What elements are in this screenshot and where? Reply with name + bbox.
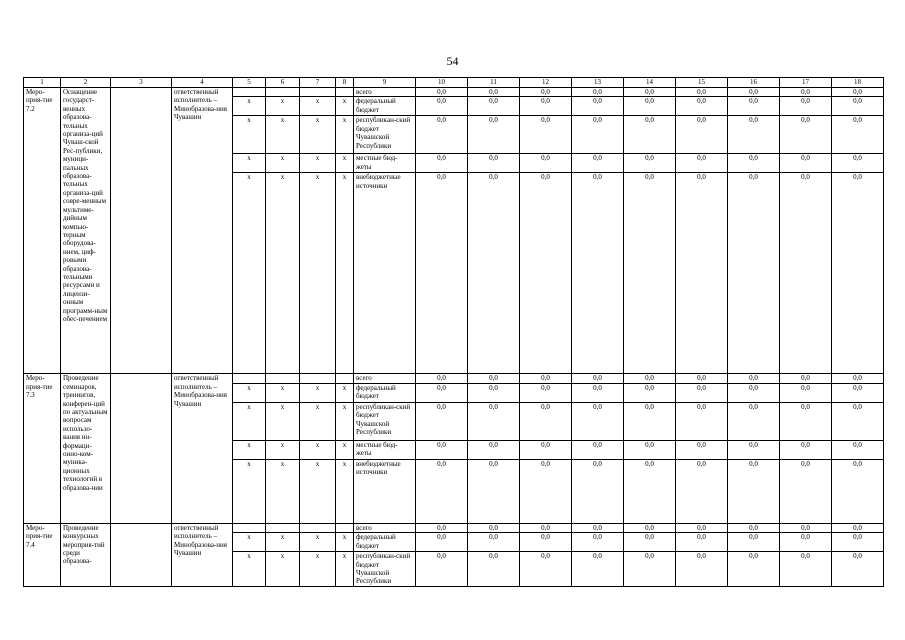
value-cell: 0,0: [520, 173, 572, 374]
funding-source-label: федеральный бюджет: [354, 383, 416, 402]
code-mark: х: [300, 459, 336, 523]
code-mark: [336, 374, 354, 383]
measure-id: Меро-прия-тие 7.4: [24, 523, 61, 586]
value-cell: 0,0: [416, 533, 468, 552]
value-cell: 0,0: [728, 402, 780, 440]
value-cell: 0,0: [676, 116, 728, 154]
value-cell: 0,0: [520, 402, 572, 440]
value-cell: 0,0: [832, 116, 884, 154]
value-cell: 0,0: [676, 402, 728, 440]
value-cell: 0,0: [416, 459, 468, 523]
value-cell: 0,0: [572, 88, 624, 97]
funding-source-label: внебюджетные источники: [354, 173, 416, 374]
value-cell: 0,0: [468, 383, 520, 402]
funding-source-label: местные бюд-жеты: [354, 154, 416, 173]
value-cell: 0,0: [520, 459, 572, 523]
value-cell: 0,0: [624, 383, 676, 402]
value-cell: 0,0: [676, 523, 728, 532]
value-cell: 0,0: [624, 533, 676, 552]
code-mark: х: [300, 97, 336, 116]
value-cell: 0,0: [624, 459, 676, 523]
value-cell: 0,0: [572, 97, 624, 116]
value-cell: 0,0: [468, 97, 520, 116]
code-mark: х: [233, 383, 266, 402]
column-number-header: 10: [416, 78, 468, 88]
value-cell: 0,0: [572, 402, 624, 440]
code-mark: х: [266, 173, 300, 374]
value-cell: 0,0: [624, 402, 676, 440]
value-cell: 0,0: [832, 88, 884, 97]
value-cell: 0,0: [624, 88, 676, 97]
code-mark: х: [266, 383, 300, 402]
code-mark: х: [266, 116, 300, 154]
code-mark: х: [266, 459, 300, 523]
value-cell: 0,0: [468, 173, 520, 374]
value-cell: 0,0: [416, 116, 468, 154]
code-mark: [266, 88, 300, 97]
value-cell: 0,0: [624, 116, 676, 154]
column-number-header: 18: [832, 78, 884, 88]
measure-executor: ответственный исполнитель – Минобразова-ния Чувашии: [172, 374, 233, 523]
funding-source-label: всего: [354, 88, 416, 97]
value-cell: 0,0: [832, 402, 884, 440]
table-row: [24, 88, 884, 97]
value-cell: 0,0: [832, 97, 884, 116]
value-cell: 0,0: [780, 88, 832, 97]
funding-source-label: федеральный бюджет: [354, 533, 416, 552]
funding-source-label: местные бюд-жеты: [354, 440, 416, 459]
code-mark: [233, 88, 266, 97]
column-number-header: 14: [624, 78, 676, 88]
column-number-header: 7: [300, 78, 336, 88]
funding-source-label: республикан-ский бюджет Чувашской Республики: [354, 402, 416, 440]
column-number-header: 4: [172, 78, 233, 88]
column-number-header: 9: [354, 78, 416, 88]
value-cell: 0,0: [624, 440, 676, 459]
code-mark: х: [266, 552, 300, 587]
code-mark: х: [336, 116, 354, 154]
value-cell: 0,0: [728, 552, 780, 587]
value-cell: 0,0: [832, 533, 884, 552]
value-cell: 0,0: [676, 440, 728, 459]
value-cell: 0,0: [572, 154, 624, 173]
measure-description: Оснащение государст-венных образова-тельных организа-ций Чуваш-ской Рес-публики, муници-пальных образова-тельных организа-ций совре-менным мультиме-дийным компью-терным оборудова-нием, циф-ровыми образова-тельными ресурсами и лицензи-онным программ-ным обес-печением: [61, 88, 111, 374]
value-cell: 0,0: [780, 116, 832, 154]
value-cell: 0,0: [780, 533, 832, 552]
code-mark: х: [233, 440, 266, 459]
code-mark: х: [266, 402, 300, 440]
value-cell: 0,0: [780, 97, 832, 116]
value-cell: 0,0: [416, 402, 468, 440]
value-cell: 0,0: [520, 154, 572, 173]
funding-source-label: республикан-ский бюджет Чувашской Республики: [354, 552, 416, 587]
code-mark: [300, 88, 336, 97]
code-mark: [300, 523, 336, 532]
value-cell: 0,0: [468, 154, 520, 173]
table-body: [24, 78, 884, 587]
funding-source-label: всего: [354, 523, 416, 532]
measure-executor: ответственный исполнитель – Минобразова-ния Чувашии: [172, 523, 233, 586]
value-cell: 0,0: [468, 374, 520, 383]
code-mark: х: [233, 173, 266, 374]
code-mark: х: [300, 116, 336, 154]
value-cell: 0,0: [728, 383, 780, 402]
value-cell: 0,0: [728, 459, 780, 523]
value-cell: 0,0: [832, 552, 884, 587]
value-cell: 0,0: [780, 383, 832, 402]
value-cell: 0,0: [832, 459, 884, 523]
code-mark: [336, 523, 354, 532]
value-cell: 0,0: [624, 552, 676, 587]
column-number-header: 11: [468, 78, 520, 88]
value-cell: 0,0: [416, 97, 468, 116]
value-cell: 0,0: [676, 173, 728, 374]
value-cell: 0,0: [676, 97, 728, 116]
code-mark: х: [233, 97, 266, 116]
code-mark: х: [266, 97, 300, 116]
funding-source-label: федеральный бюджет: [354, 97, 416, 116]
value-cell: 0,0: [468, 552, 520, 587]
value-cell: 0,0: [676, 374, 728, 383]
empty-cell: [111, 523, 172, 586]
code-mark: х: [336, 440, 354, 459]
code-mark: х: [300, 552, 336, 587]
code-mark: х: [336, 552, 354, 587]
column-number-header: 1: [24, 78, 61, 88]
value-cell: 0,0: [676, 154, 728, 173]
value-cell: 0,0: [780, 523, 832, 532]
value-cell: 0,0: [676, 533, 728, 552]
column-number-header: 2: [61, 78, 111, 88]
code-mark: х: [300, 402, 336, 440]
value-cell: 0,0: [624, 523, 676, 532]
value-cell: 0,0: [832, 173, 884, 374]
code-mark: х: [233, 116, 266, 154]
measure-description: Проведение семинаров, тренингов, конферен-ций по актуальным вопросам использо-вания ин-формаци-онно-ком-муника-ционных технологий в образова-нии: [61, 374, 111, 523]
value-cell: 0,0: [468, 533, 520, 552]
value-cell: 0,0: [572, 533, 624, 552]
page-number: 54: [446, 54, 459, 68]
value-cell: 0,0: [468, 88, 520, 97]
column-number-header: 5: [233, 78, 266, 88]
code-mark: х: [300, 154, 336, 173]
value-cell: 0,0: [624, 173, 676, 374]
value-cell: 0,0: [520, 533, 572, 552]
budget-table: [23, 77, 884, 587]
value-cell: 0,0: [780, 173, 832, 374]
measure-executor: ответственный исполнитель – Минобразова-ния Чувашии: [172, 88, 233, 374]
column-number-header: 15: [676, 78, 728, 88]
value-cell: 0,0: [832, 154, 884, 173]
value-cell: 0,0: [468, 402, 520, 440]
value-cell: 0,0: [416, 440, 468, 459]
code-mark: х: [336, 459, 354, 523]
code-mark: х: [336, 383, 354, 402]
value-cell: 0,0: [832, 523, 884, 532]
code-mark: х: [300, 383, 336, 402]
value-cell: 0,0: [832, 374, 884, 383]
code-mark: х: [300, 440, 336, 459]
column-number-header: 13: [572, 78, 624, 88]
value-cell: 0,0: [520, 374, 572, 383]
code-mark: [336, 88, 354, 97]
code-mark: х: [266, 533, 300, 552]
code-mark: х: [266, 154, 300, 173]
code-mark: [233, 374, 266, 383]
value-cell: 0,0: [416, 88, 468, 97]
code-mark: х: [233, 533, 266, 552]
code-mark: х: [233, 459, 266, 523]
value-cell: 0,0: [468, 459, 520, 523]
value-cell: 0,0: [780, 154, 832, 173]
code-mark: х: [233, 402, 266, 440]
column-number-row: [24, 78, 884, 88]
measure-description: Проведение конкурсных мероприя-тий среди образова-: [61, 523, 111, 586]
value-cell: 0,0: [416, 383, 468, 402]
code-mark: [266, 523, 300, 532]
value-cell: 0,0: [832, 383, 884, 402]
table-row: [24, 374, 884, 383]
value-cell: 0,0: [416, 552, 468, 587]
value-cell: 0,0: [728, 440, 780, 459]
value-cell: 0,0: [520, 116, 572, 154]
value-cell: 0,0: [728, 533, 780, 552]
value-cell: 0,0: [416, 173, 468, 374]
value-cell: 0,0: [416, 374, 468, 383]
value-cell: 0,0: [728, 374, 780, 383]
value-cell: 0,0: [780, 552, 832, 587]
value-cell: 0,0: [676, 552, 728, 587]
column-number-header: 17: [780, 78, 832, 88]
value-cell: 0,0: [728, 523, 780, 532]
code-mark: х: [266, 440, 300, 459]
value-cell: 0,0: [572, 116, 624, 154]
value-cell: 0,0: [520, 88, 572, 97]
code-mark: [300, 374, 336, 383]
value-cell: 0,0: [676, 88, 728, 97]
value-cell: 0,0: [572, 440, 624, 459]
value-cell: 0,0: [572, 459, 624, 523]
value-cell: 0,0: [572, 374, 624, 383]
measure-id: Меро-прия-тие 7.3: [24, 374, 61, 523]
value-cell: 0,0: [832, 440, 884, 459]
value-cell: 0,0: [676, 383, 728, 402]
value-cell: 0,0: [624, 154, 676, 173]
value-cell: 0,0: [780, 402, 832, 440]
empty-cell: [111, 374, 172, 523]
code-mark: х: [336, 402, 354, 440]
value-cell: 0,0: [728, 154, 780, 173]
code-mark: [233, 523, 266, 532]
value-cell: 0,0: [728, 173, 780, 374]
value-cell: 0,0: [572, 523, 624, 532]
column-number-header: 6: [266, 78, 300, 88]
code-mark: х: [233, 154, 266, 173]
funding-source-label: республикан-ский бюджет Чувашской Республики: [354, 116, 416, 154]
value-cell: 0,0: [468, 116, 520, 154]
value-cell: 0,0: [520, 440, 572, 459]
value-cell: 0,0: [728, 88, 780, 97]
code-mark: х: [336, 97, 354, 116]
funding-source-label: внебюджетные источники: [354, 459, 416, 523]
value-cell: 0,0: [468, 523, 520, 532]
column-number-header: 16: [728, 78, 780, 88]
value-cell: 0,0: [780, 374, 832, 383]
value-cell: 0,0: [624, 374, 676, 383]
column-number-header: 3: [111, 78, 172, 88]
value-cell: 0,0: [780, 459, 832, 523]
value-cell: 0,0: [572, 552, 624, 587]
value-cell: 0,0: [520, 523, 572, 532]
code-mark: х: [336, 533, 354, 552]
column-number-header: 8: [336, 78, 354, 88]
value-cell: 0,0: [520, 97, 572, 116]
code-mark: х: [336, 154, 354, 173]
column-number-header: 12: [520, 78, 572, 88]
value-cell: 0,0: [676, 459, 728, 523]
value-cell: 0,0: [728, 97, 780, 116]
code-mark: [266, 374, 300, 383]
code-mark: х: [300, 533, 336, 552]
code-mark: х: [336, 173, 354, 374]
funding-source-label: всего: [354, 374, 416, 383]
measure-id: Меро-прия-тие 7.2: [24, 88, 61, 374]
table-row: [24, 523, 884, 532]
value-cell: 0,0: [572, 173, 624, 374]
code-mark: х: [233, 552, 266, 587]
code-mark: х: [300, 173, 336, 374]
value-cell: 0,0: [416, 523, 468, 532]
value-cell: 0,0: [416, 154, 468, 173]
value-cell: 0,0: [572, 383, 624, 402]
empty-cell: [111, 88, 172, 374]
value-cell: 0,0: [520, 552, 572, 587]
value-cell: 0,0: [520, 383, 572, 402]
value-cell: 0,0: [468, 440, 520, 459]
value-cell: 0,0: [780, 440, 832, 459]
value-cell: 0,0: [728, 116, 780, 154]
value-cell: 0,0: [624, 97, 676, 116]
